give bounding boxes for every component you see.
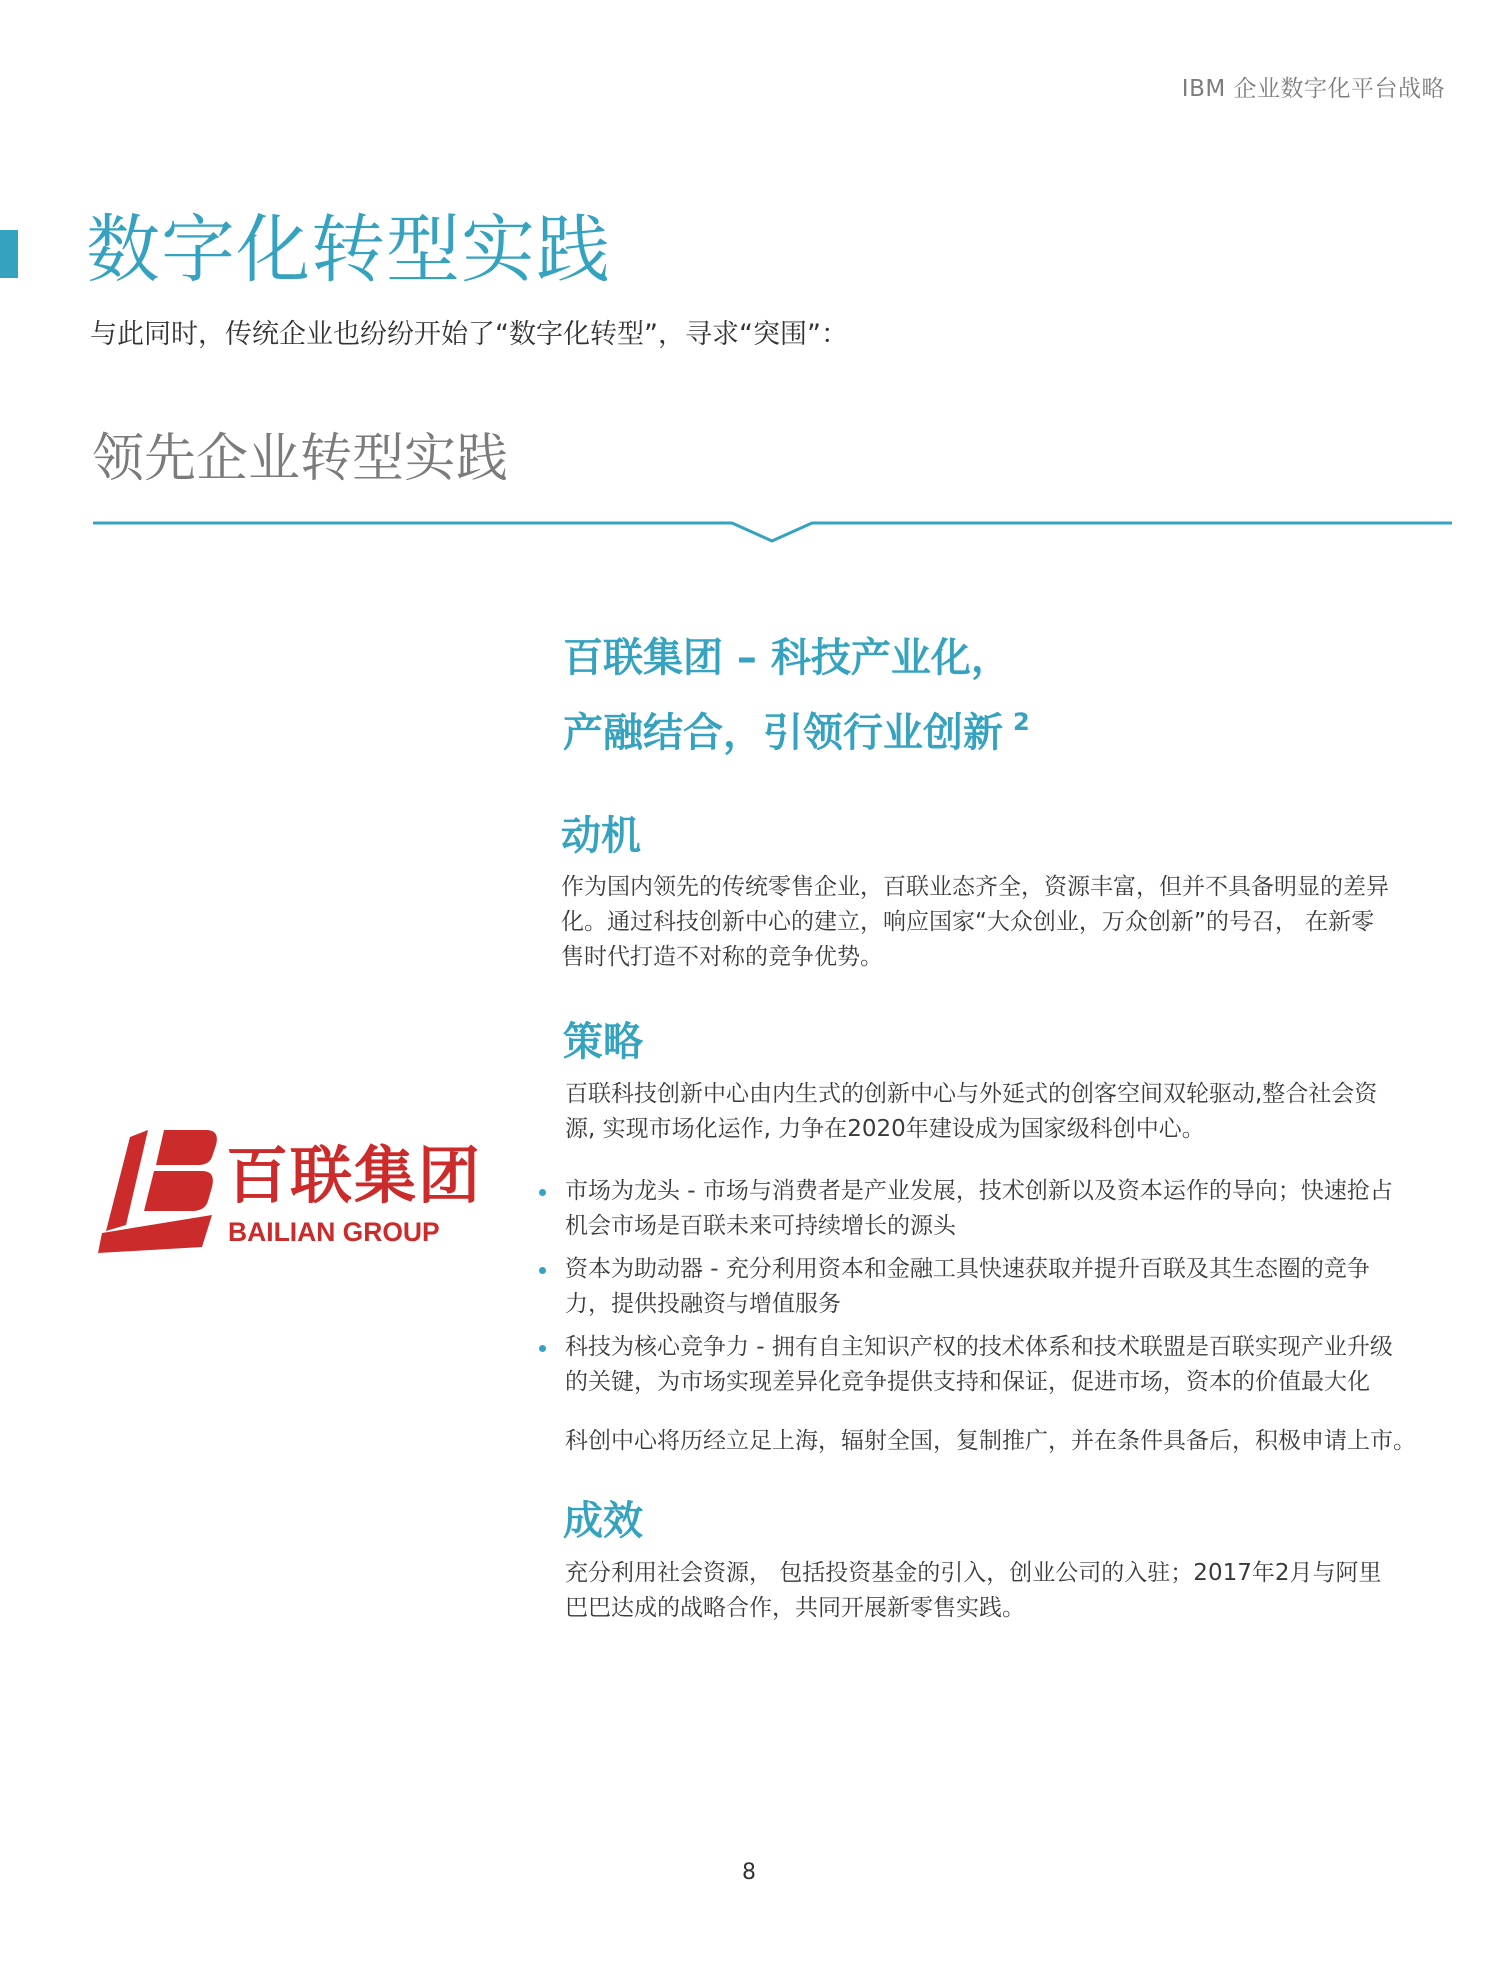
section-divider: [0, 510, 1511, 550]
strategy-bullet-list: [534, 1174, 1454, 1408]
title-accent-bar: [0, 230, 18, 278]
strategy-closing: 科创中心将历经立足上海，辐射全国，复制推广，并在条件具备后，积极申请上市。: [565, 1428, 1416, 1454]
strategy-body: [565, 1077, 1445, 1147]
strategy-line: 源, 实现市场化运作, 力争在2020年建设成为国家级科创中心。: [565, 1116, 1205, 1142]
bullet-line: 资本为助动器 - 充分利用资本和金融工具快速获取并提升百联及其生态圈的竞争: [565, 1256, 1370, 1282]
bullet-line: 的关键，为市场实现差异化竞争提供支持和保证，促进市场，资本的价值最大化: [565, 1369, 1370, 1395]
bullet-dot-icon: [539, 1189, 546, 1196]
results-heading: 成效: [563, 1498, 643, 1544]
case-headline-line2: 产融结合，引领行业创新: [563, 710, 1003, 756]
strategy-bullet: [534, 1174, 1454, 1244]
logo-name-cn: 百联集团: [226, 1139, 483, 1212]
strategy-line: 百联科技创新中心由内生式的创新中心与外延式的创客空间双轮驱动,整合社会资: [565, 1081, 1378, 1107]
bullet-line: 市场为龙头 - 市场与消费者是产业发展，技术创新以及资本运作的导向；快速抢占: [565, 1178, 1393, 1204]
results-line: 充分利用社会资源， 包括投资基金的引入，创业公司的入驻；2017年2月与阿里: [565, 1560, 1382, 1586]
bullet-line: 力，提供投融资与增值服务: [565, 1291, 841, 1317]
logo-name-en: BAILIAN GROUP: [228, 1217, 440, 1247]
page-title: 数字化转型实践: [86, 207, 611, 293]
strategy-heading: 策略: [563, 1019, 643, 1065]
bullet-line: 科技为核心竞争力 - 拥有自主知识产权的技术体系和技术联盟是百联实现产业升级: [565, 1334, 1393, 1360]
motivation-line: 售时代打造不对称的竞争优势。: [561, 944, 883, 970]
bailian-group-logo: [98, 1125, 498, 1255]
motivation-line: 作为国内领先的传统零售企业，百联业态齐全，资源丰富，但并不具备明显的差异: [561, 874, 1389, 900]
bullet-dot-icon: [539, 1345, 546, 1352]
case-headline-line1: 百联集团 – 科技产业化，: [563, 635, 1011, 681]
motivation-heading: 动机: [561, 813, 641, 859]
bullet-dot-icon: [539, 1267, 546, 1274]
bullet-line: 机会市场是百联未来可持续增长的源头: [565, 1213, 956, 1239]
page-number: 8: [742, 1860, 756, 1885]
case-headline: [563, 626, 1030, 765]
bailian-emblem-icon: [98, 1125, 223, 1255]
motivation-body: [561, 870, 1441, 975]
footnote-ref: 2: [1013, 708, 1030, 736]
motivation-line: 化。通过科技创新中心的建立，响应国家“大众创业，万众创新”的号召， 在新零: [561, 909, 1375, 935]
results-line: 巴巴达成的战略合作，共同开展新零售实践。: [565, 1595, 1025, 1621]
running-header: IBM 企业数字化平台战略: [1181, 76, 1445, 102]
results-body: [565, 1556, 1445, 1626]
section-title: 领先企业转型实践: [92, 429, 509, 489]
intro-text: 与此同时，传统企业也纷纷开始了“数字化转型”，寻求“突围”：: [90, 319, 848, 350]
strategy-bullet: [534, 1330, 1454, 1400]
strategy-bullet: [534, 1252, 1454, 1322]
